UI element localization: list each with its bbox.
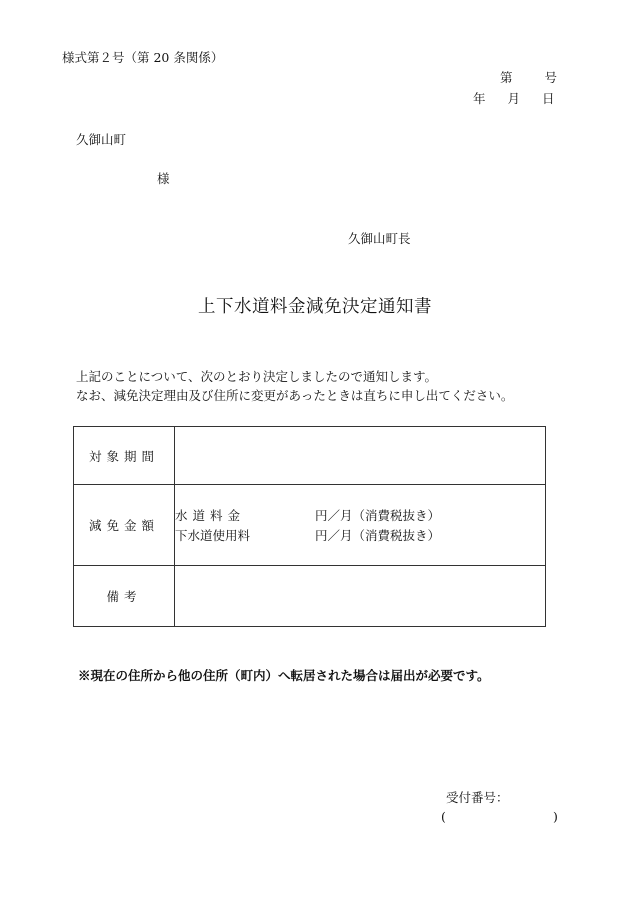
decision-table	[73, 426, 546, 627]
water-fee-unit: 円／月（消費税抜き）	[315, 508, 441, 523]
receipt-number-field	[441, 809, 558, 824]
body-text-line-2: なお、減免決定理由及び住所に変更があったときは直ちに申し出てください。	[76, 388, 514, 403]
water-fee-name: 水道料金	[175, 508, 246, 523]
remarks-value-cell	[175, 566, 546, 627]
issuer-name: 久御山町長	[348, 231, 411, 246]
date-month: 月	[507, 91, 521, 106]
form-number-label: 様式第２号（第 20 条関係）	[62, 50, 224, 65]
remarks-label: 備考	[106, 589, 142, 604]
reduction-value-cell	[175, 485, 546, 566]
document-number	[500, 70, 557, 85]
body-text-line-1: 上記のことについて、次のとおり決定しましたので通知します。	[76, 369, 438, 384]
sewer-fee-line	[175, 525, 545, 545]
table-row-period	[74, 427, 546, 485]
document-title: 上下水道料金減免決定通知書	[198, 297, 432, 317]
table-row-reduction	[74, 485, 546, 566]
date-day: 日	[542, 91, 555, 106]
water-fee-line	[175, 505, 545, 525]
period-value-cell	[175, 427, 546, 485]
sewer-fee-name: 下水道使用料	[175, 528, 251, 543]
recipient-honorific: 様	[157, 171, 170, 186]
receipt-paren-open: (	[441, 809, 446, 824]
receipt-number-label: 受付番号：	[446, 790, 509, 805]
remarks-label-cell	[74, 566, 175, 627]
period-label-cell	[74, 427, 175, 485]
reduction-label: 減免金額	[88, 518, 159, 533]
number-prefix: 第	[500, 70, 513, 85]
sewer-fee-unit: 円／月（消費税抜き）	[315, 528, 441, 543]
number-suffix: 号	[544, 70, 558, 85]
reduction-label-cell	[74, 485, 175, 566]
table-row-remarks	[74, 566, 546, 627]
document-date	[473, 91, 555, 106]
date-year: 年	[473, 91, 486, 106]
receipt-paren-close: )	[553, 809, 558, 824]
period-label: 対象期間	[88, 448, 159, 464]
relocation-note: ※現在の住所から他の住所（町内）へ転居された場合は届出が必要です。	[78, 668, 490, 683]
recipient-organization: 久御山町	[76, 132, 127, 147]
